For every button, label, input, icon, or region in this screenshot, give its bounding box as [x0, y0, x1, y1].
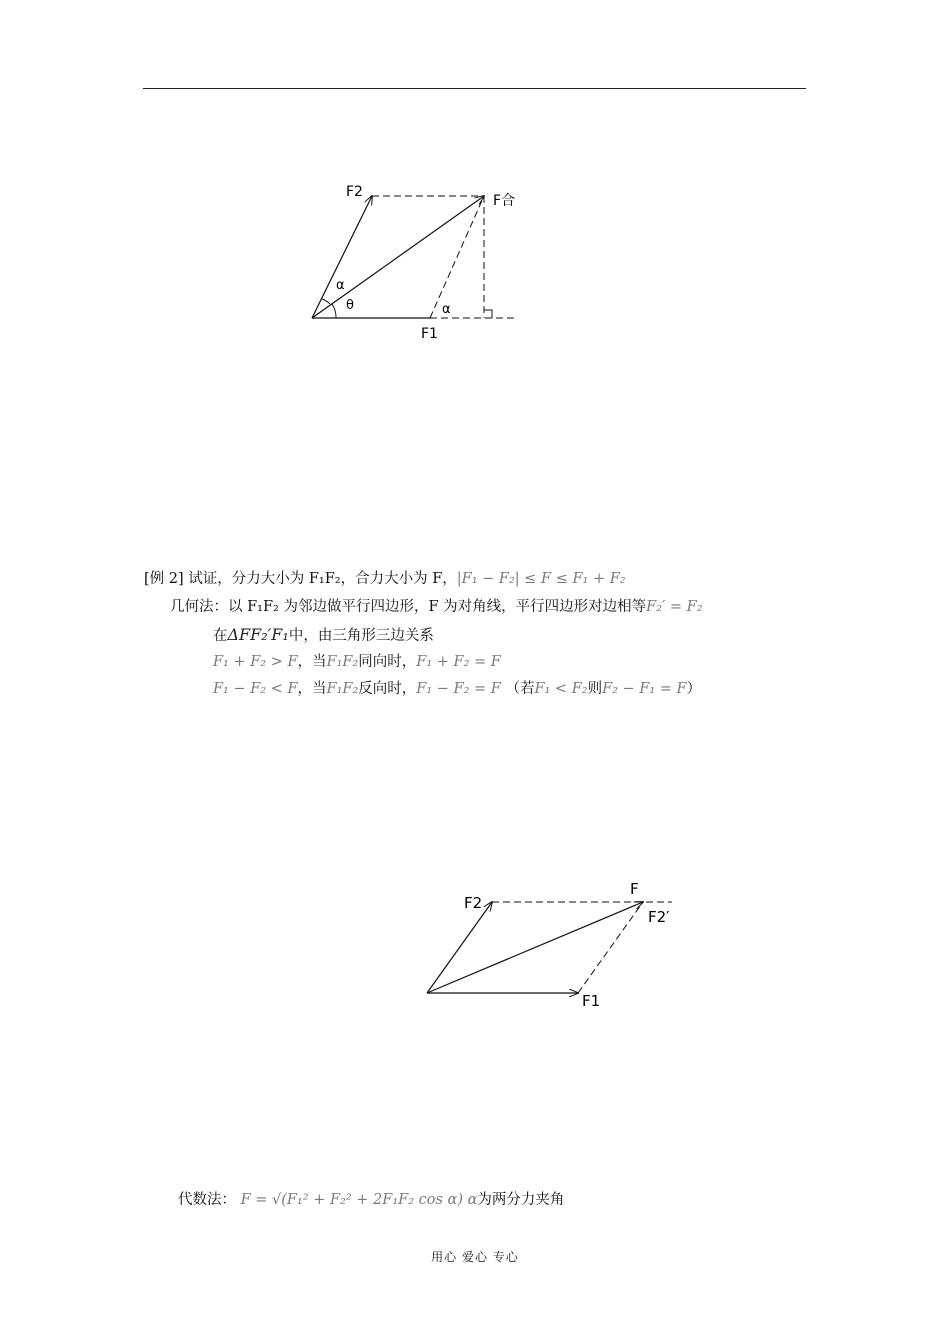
right-angle-mark	[484, 310, 492, 318]
label-f: F	[630, 880, 639, 898]
label-alpha-top: α	[336, 278, 345, 293]
label-fhe: F合	[493, 193, 516, 209]
geometry-intro: 几何法：以 F₁F₂ 为邻边做平行四边形，F 为对角线，平行四边形对边相等F₂′ = F₂	[170, 599, 703, 615]
example-inequality: |F₁ − F₂| ≤ F ≤ F₁ + F₂	[456, 571, 626, 587]
algebra-tail: 为两分力夹角	[477, 1192, 565, 1208]
angle-arc-theta	[332, 304, 336, 318]
label-theta: θ	[346, 298, 354, 313]
force-diagram-1	[290, 170, 540, 350]
triangle-line: 在ΔFF₂′F₁中，由三角形三边关系	[213, 625, 434, 644]
label-f2prime: F2′	[648, 908, 670, 926]
side-dashed-line	[430, 196, 484, 318]
header-rule	[143, 88, 806, 89]
page-footer: 用心 爱心 专心	[431, 1250, 519, 1264]
example-tag: [例 2]	[144, 571, 184, 587]
algebra-formula: F = √(F₁² + F₂² + 2F₁F₂ cos α)	[240, 1192, 463, 1208]
label-f2: F2	[464, 894, 483, 912]
algebra-alpha: α	[467, 1192, 478, 1208]
example-text: 试证，分力大小为 F₁F₂，合力大小为 F，	[188, 571, 457, 587]
label-f2: F2	[346, 184, 363, 200]
force-diagram-2	[410, 870, 690, 1020]
f2-vector	[312, 196, 372, 318]
label-alpha-mid: α	[442, 302, 451, 317]
angle-arc-alpha	[322, 299, 330, 304]
relation-line-2: F₁ − F₂ < F，当F₁F₂反向时，F₁ − F₂ = F （若F₁ < F₂则F₂ − F₁ = F）	[213, 681, 702, 697]
relation-line-1: F₁ + F₂ > F，当F₁F₂同向时，F₁ + F₂ = F	[213, 654, 501, 670]
triangle-math: ΔFF₂′F₁	[227, 625, 289, 644]
label-f1: F1	[421, 326, 438, 342]
label-f1: F1	[582, 992, 601, 1010]
intro-math: F₂′ = F₂	[646, 599, 703, 615]
example-statement	[144, 570, 626, 588]
algebra-line	[178, 1191, 564, 1209]
algebra-label: 代数法：	[178, 1192, 236, 1208]
resultant-vector	[312, 196, 484, 318]
